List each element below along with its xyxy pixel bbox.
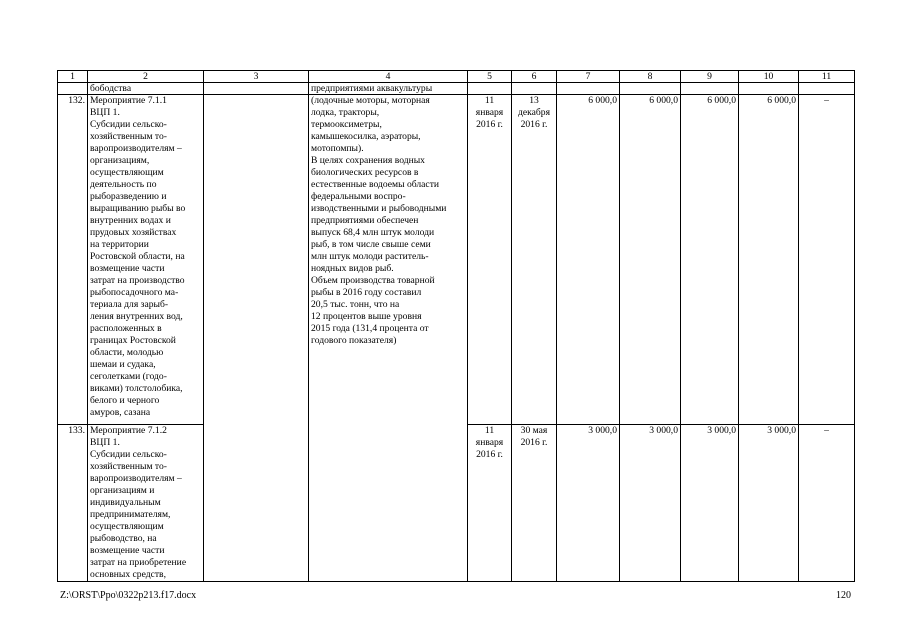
cont-col10 — [739, 83, 799, 95]
cont-col11 — [799, 83, 855, 95]
value-col10: 6 000,0 — [739, 95, 799, 425]
page-number: 120 — [836, 590, 851, 601]
value-col7: 6 000,0 — [557, 95, 620, 425]
value-col8: 3 000,0 — [620, 425, 681, 582]
cont-col5 — [468, 83, 512, 95]
footer-file-path: Z:\ORST\Ppo\0322p213.f17.docx — [60, 590, 197, 601]
cont-col2: бободства — [88, 83, 204, 95]
result-text: (лодочные моторы, моторная лодка, тракторы, термооксиметры, камышекосилка, аэраторы, мотопомпы). В целях сохранения водных биологических ресурсов в естественные водоемы области федеральными воспро- изводственными и рыбоводными предприятиями обеспечен выпуск 68,4 млн штук молоди рыб, в том числе свыше семи млн штук молоди раститель- ноядных видов рыб. Объем производства товарной рыбы в 2016 году составил 20,5 тыс. тонн, что на 12 процентов выше уровня 2015 года (131,4 процента от годового показателя) — [309, 95, 468, 582]
cont-col8 — [620, 83, 681, 95]
end-date: 30 мая 2016 г. — [512, 425, 557, 582]
cont-col1 — [58, 83, 88, 95]
cont-col4: предприятиями аквакультуры — [309, 83, 468, 95]
value-col11: – — [799, 425, 855, 582]
responsible-cell — [204, 95, 309, 582]
col-header-2: 2 — [88, 71, 204, 83]
col-header-3: 3 — [204, 71, 309, 83]
value-col11: – — [799, 95, 855, 425]
value-col7: 3 000,0 — [557, 425, 620, 582]
column-number-row — [58, 71, 855, 83]
cont-col3 — [204, 83, 309, 95]
col-header-7: 7 — [557, 71, 620, 83]
start-date: 11 января 2016 г. — [468, 425, 512, 582]
value-col9: 6 000,0 — [681, 95, 739, 425]
cont-col7 — [557, 83, 620, 95]
end-date: 13 декабря 2016 г. — [512, 95, 557, 425]
col-header-6: 6 — [512, 71, 557, 83]
measure-name: Мероприятие 7.1.1 ВЦП 1. Субсидии сельско- хозяйственным то- варопроизводителям – организациям, осуществляющим деятельность по рыборазведению и выращиванию рыбы во внутренних водах и прудовых хозяйствах на территории Ростовской области, на возмещение части затрат на производство рыбопосадочного ма- териала для зарыб- ления внутренних вод, расположенных в границах Ростовской области, молодью шемаи и судака, сеголетками (годо- виками) толстолобика, белого и черного амуров, сазана — [88, 95, 204, 425]
col-header-9: 9 — [681, 71, 739, 83]
col-header-1: 1 — [58, 71, 88, 83]
col-header-11: 11 — [799, 71, 855, 83]
col-header-10: 10 — [739, 71, 799, 83]
value-col8: 6 000,0 — [620, 95, 681, 425]
row-number: 133. — [58, 425, 88, 582]
cont-col6 — [512, 83, 557, 95]
col-header-8: 8 — [620, 71, 681, 83]
measure-name: Мероприятие 7.1.2 ВЦП 1. Субсидии сельско- хозяйственным то- варопроизводителям – организациям и индивидуальным предпринимателям, осуществляющим рыбоводство, на возмещение части затрат на приобретение основных средств, — [88, 425, 204, 582]
row-number: 132. — [58, 95, 88, 425]
program-table — [57, 70, 855, 582]
continuation-row — [58, 83, 855, 95]
col-header-5: 5 — [468, 71, 512, 83]
col-header-4: 4 — [309, 71, 468, 83]
value-col10: 3 000,0 — [739, 425, 799, 582]
table-row — [58, 95, 855, 425]
start-date: 11 января 2016 г. — [468, 95, 512, 425]
cont-col9 — [681, 83, 739, 95]
value-col9: 3 000,0 — [681, 425, 739, 582]
